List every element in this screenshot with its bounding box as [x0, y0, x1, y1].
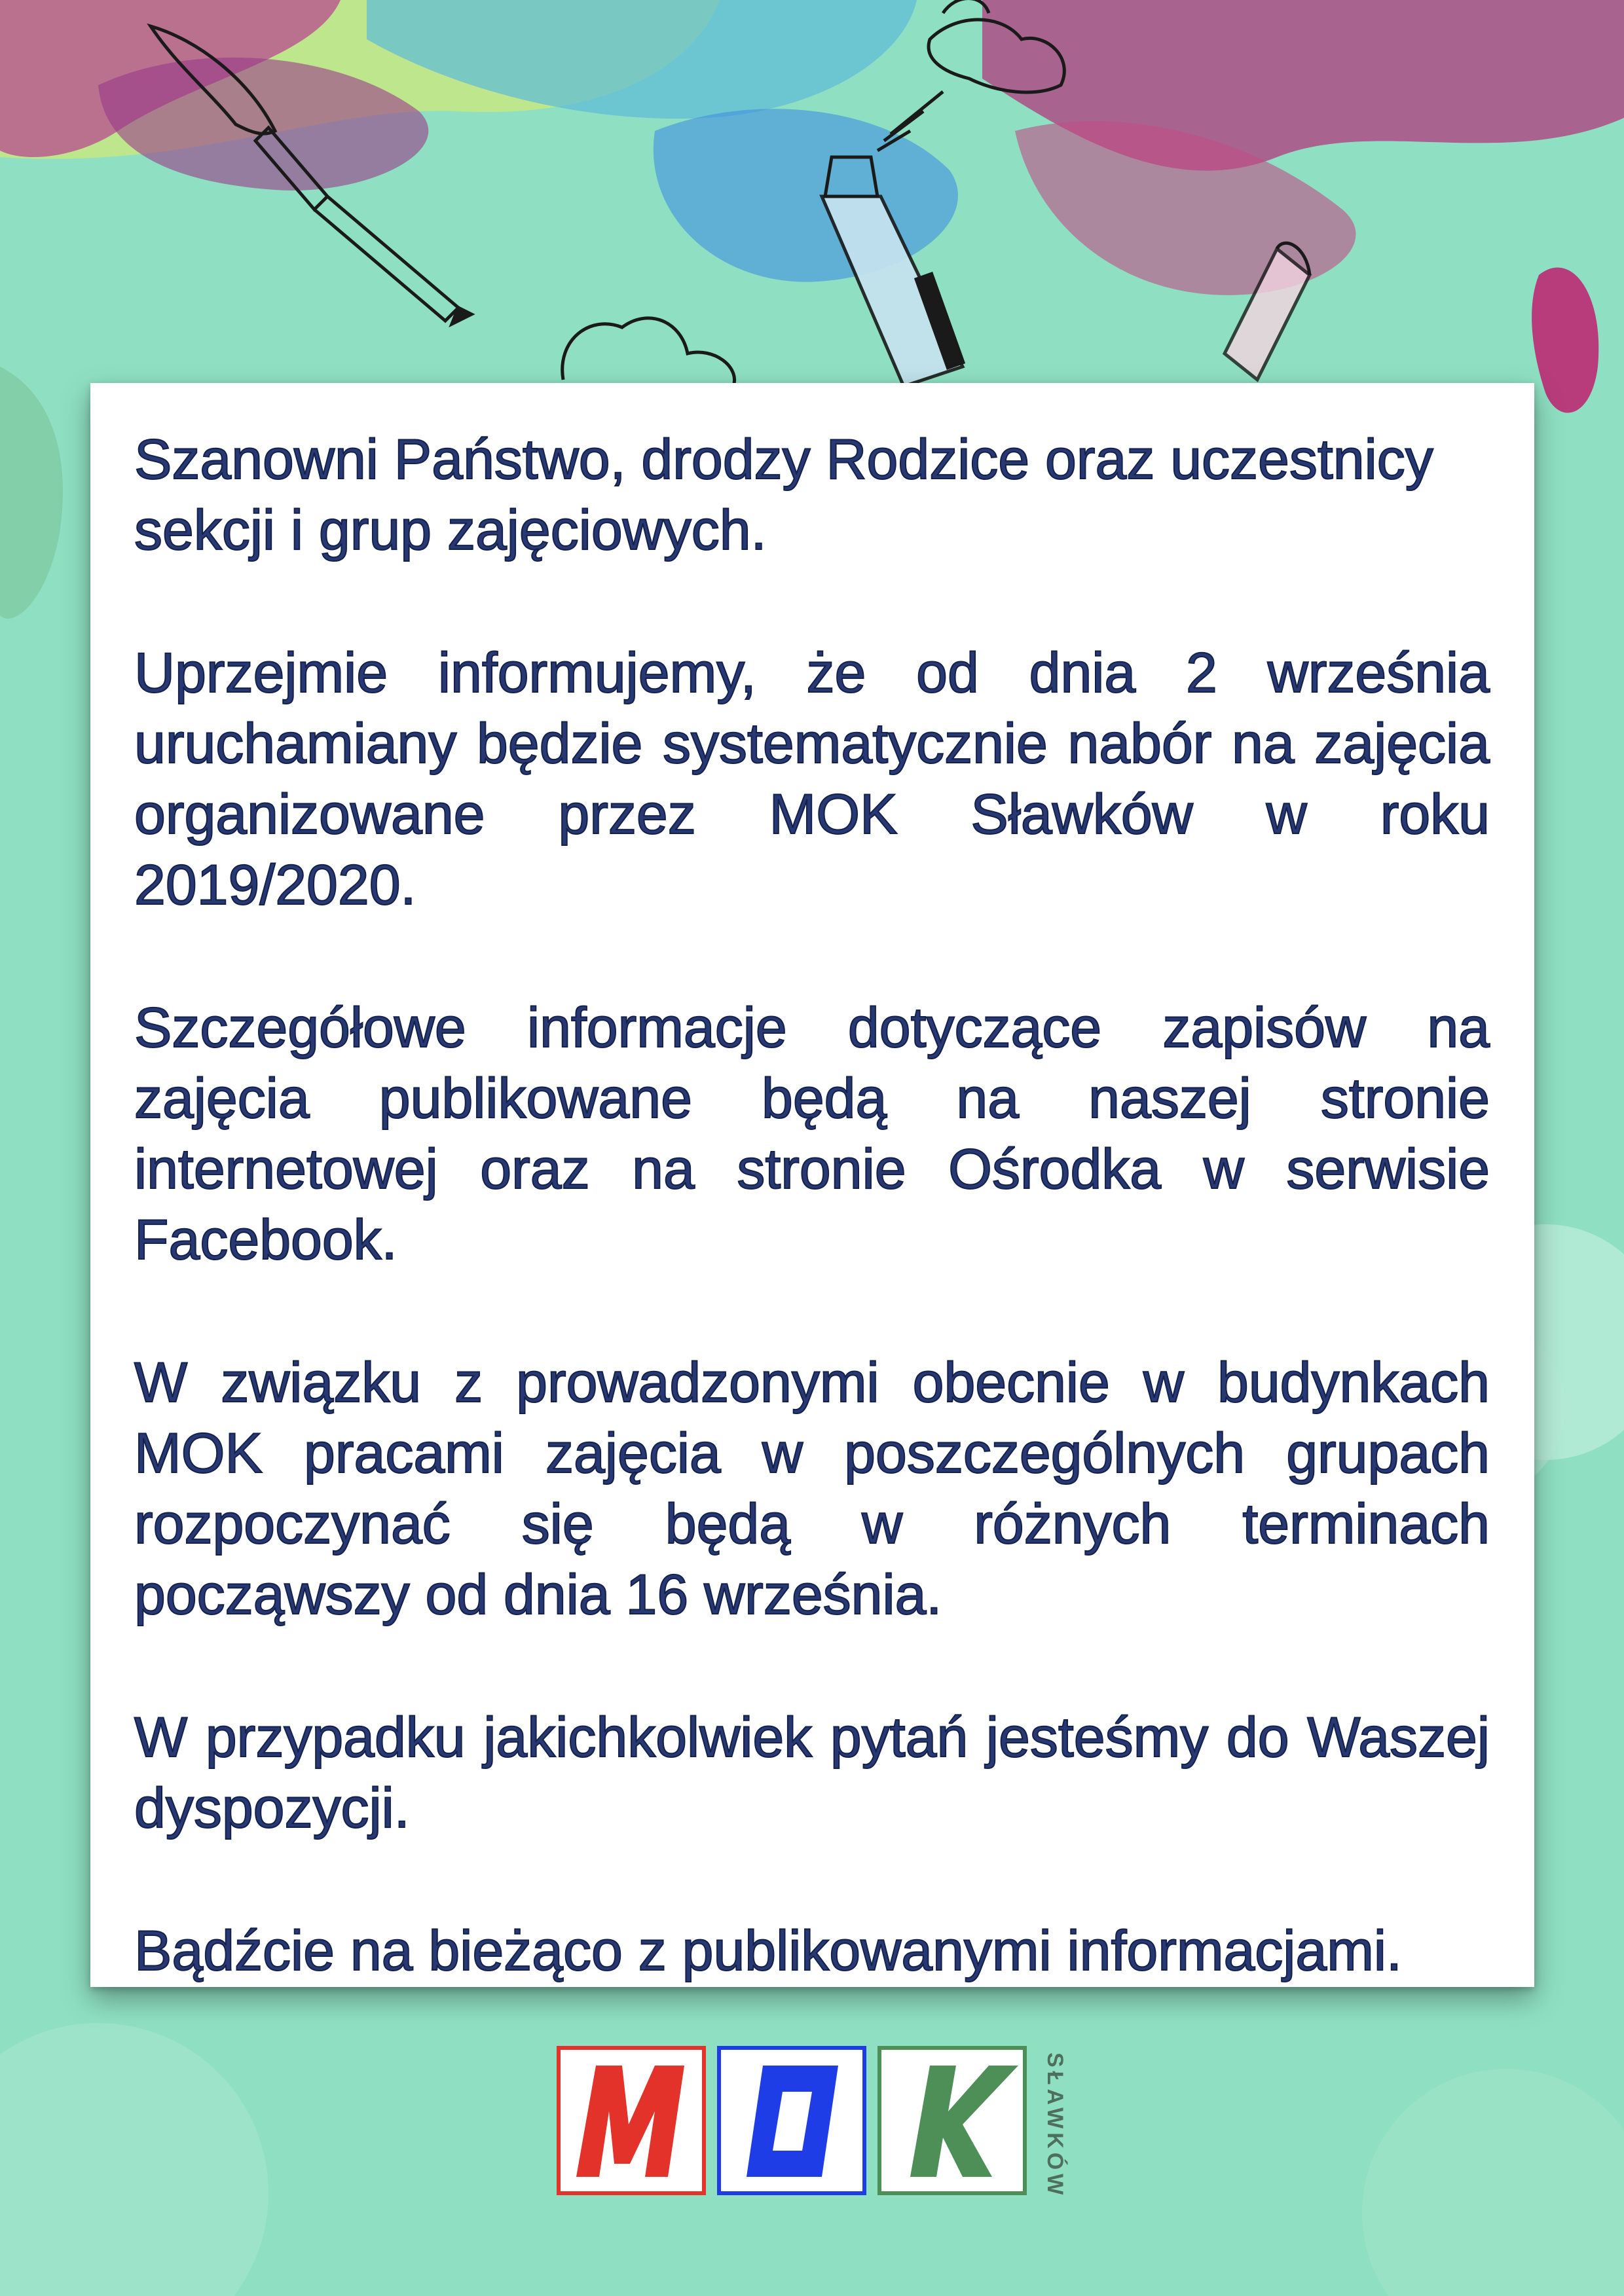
- logo-letter-o: [717, 2046, 866, 2195]
- paragraph-enrollment: Uprzejmie informujemy, że od dnia 2 września uruchamiany będzie systematycznie nabór na zajęcia organizowane przez MOK Sławków w roku 2019/2020.: [134, 642, 1490, 917]
- paragraph-questions: W przypadku jakichkolwiek pytań jesteśmy do Waszej dyspozycji.: [134, 1706, 1490, 1840]
- logo-subtitle: SŁAWKÓW: [1043, 2052, 1067, 2199]
- logo-letter-m: [557, 2046, 706, 2195]
- paragraph-start-dates: W związku z prowadzonymi obecnie w budynkach MOK pracami zajęcia w poszczególnych grupach rozpoczynać się będą w różnych terminach począwszy od dnia 16 września.: [134, 1351, 1490, 1626]
- greeting: Szanowni Państwo, drodzy Rodzice oraz uczestnicy sekcji i grup zajęciowych.: [134, 428, 1433, 562]
- paragraph-website-info: Szczegółowe informacje dotyczące zapisów na zajęcia publikowane będą na naszej stronie internetowej oraz na stronie Ośrodka w serwisie Facebook.: [134, 996, 1490, 1271]
- closing-line: Bądźcie na bieżąco z publikowanymi informacjami.: [134, 1920, 1402, 1982]
- notice-text: [134, 424, 1490, 1986]
- logo-letter-k: [877, 2046, 1027, 2195]
- mok-logo: [557, 2046, 1067, 2203]
